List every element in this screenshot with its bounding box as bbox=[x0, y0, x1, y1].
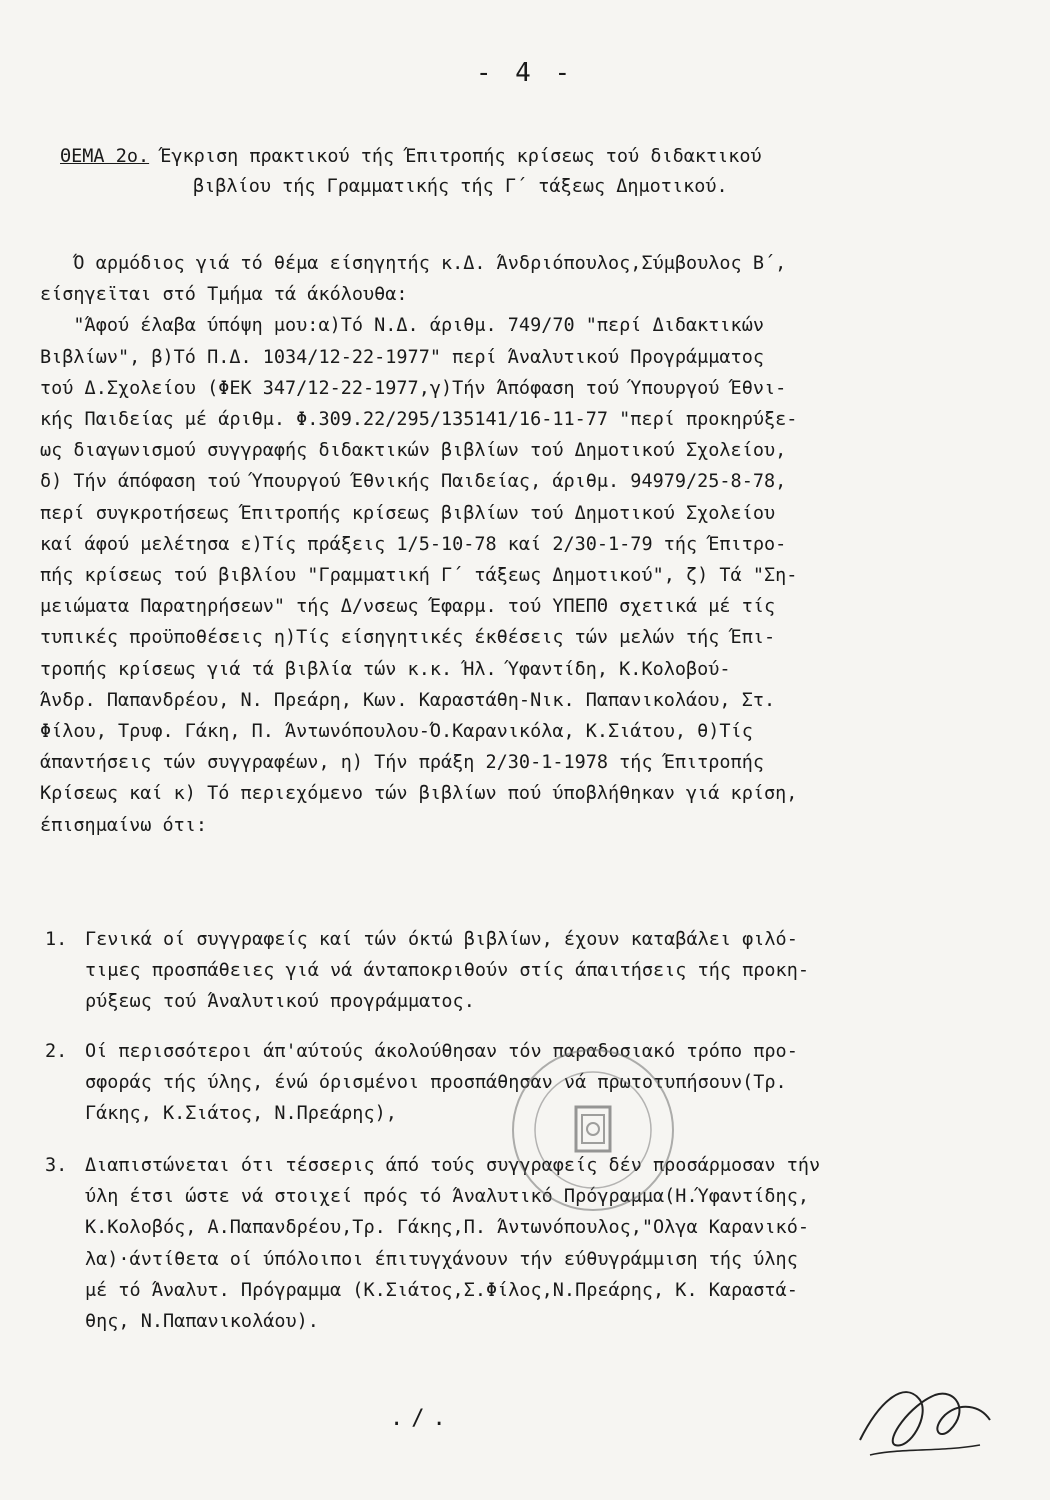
list-line: Οί περισσότεροι άπ'αύτούς άκολούθησαν τόν παραδοσιακό τρόπο προ- bbox=[85, 1041, 798, 1062]
body-line: "Άφού έλαβα ύπόψη μου:α)Τό Ν.Δ. άριθμ. 749/70 "περί Διδακτικών bbox=[40, 315, 764, 337]
body-line: καί άφού μελέτησα ε)Τίς πράξεις 1/5-10-78 καί 2/30-1-79 τής Έπιτρο- bbox=[40, 533, 787, 555]
body-line: δ) Τήν άπόφαση τού Ύπουργού Έθνικής Παιδείας, άριθμ. 94979/25-8-78, bbox=[40, 471, 787, 493]
body-line: τυπικές προϋποθέσεις η)Τίς είσηγητικές έκθέσεις τών μελών τής Έπι- bbox=[40, 627, 776, 649]
list-number: 1. bbox=[45, 929, 68, 950]
list-line: Κ.Κολοβός, Α.Παπανδρέου,Τρ. Γάκης,Π. Άντωνόπουλος,"Ολγα Καρανικό- bbox=[85, 1217, 809, 1239]
closing-mark: ./. bbox=[390, 1406, 454, 1431]
body-line: ως διαγωνισμού συγγραφής διδακτικών βιβλίων τού Δημοτικού Σχολείου, bbox=[40, 440, 787, 462]
list-line: Γενικά οί συγγραφείς καί τών όκτώ βιβλίων, έχουν καταβάλει φιλό- bbox=[85, 929, 798, 950]
body-line: πής κρίσεως τού βιβλίου "Γραμματική Γ΄ τάξεως Δημοτικού", ζ) Τά "Ση- bbox=[40, 565, 798, 587]
body-line: κής Παιδείας μέ άριθμ. Φ.309.22/295/135141/16-11-77 "περί προκηρύξε- bbox=[40, 409, 798, 431]
subject-title-line-1: Έγκριση πρακτικού τής Έπιτροπής κρίσεως τού διδακτικού bbox=[160, 146, 762, 167]
list-line: λα)·άντίθετα οί ύπόλοιποι έπιτυγχάνουν τήν εύθυγράμμιση τής ύλης bbox=[85, 1248, 798, 1270]
body-paragraph bbox=[40, 248, 1030, 841]
list-item-1 bbox=[45, 924, 1030, 1018]
subject-heading bbox=[60, 142, 1020, 202]
list-number: 2. bbox=[45, 1041, 68, 1062]
list-line: σφοράς τής ύλης, ένώ όρισμένοι προσπάθησαν νά πρωτοτυπήσουν(Τρ. bbox=[85, 1072, 787, 1094]
body-line: τροπής κρίσεως γιά τά βιβλία τών κ.κ. Ήλ. Ύφαντίδη, Κ.Κολοβού- bbox=[40, 658, 731, 680]
body-line: άπαντήσεις τών συγγραφέων, η) Τήν πράξη 2/30-1-1978 τής Έπιτροπής bbox=[40, 752, 764, 774]
page-number: - 4 - bbox=[475, 58, 575, 88]
body-line: περί συγκροτήσεως Έπιτροπής κρίσεως βιβλίων τού Δημοτικού Σχολείου bbox=[40, 502, 776, 524]
official-seal-stamp bbox=[508, 1045, 678, 1215]
handwritten-signature bbox=[850, 1360, 1000, 1470]
list-line: μέ τό Άναλυτ. Πρόγραμμα (Κ.Σιάτος,Σ.Φίλος,Ν.Πρεάρης, Κ. Καραστά- bbox=[85, 1279, 798, 1301]
list-line: ρύξεως τού Άναλυτικού προγράμματος. bbox=[85, 991, 475, 1013]
list-line: τιμες προσπάθειες γιά νά άνταποκριθούν στίς άπαιτήσεις τής προκη- bbox=[85, 960, 809, 982]
body-line: Άνδρ. Παπανδρέου, Ν. Πρεάρη, Κων. Καραστάθη-Νικ. Παπανικολάου, Στ. bbox=[40, 689, 776, 711]
list-line: Διαπιστώνεται ότι τέσσερις άπό τούς συγγραφείς δέν προσάρμοσαν τήν bbox=[85, 1155, 821, 1176]
body-line: Βιβλίων", β)Τό Π.Δ. 1034/12-22-1977" περί Άναλυτικού Προγράμματος bbox=[40, 346, 764, 368]
subject-label: ΘΕΜΑ 2ο. bbox=[60, 146, 150, 167]
body-line: Κρίσεως καί κ) Τό περιεχόμενο τών βιβλίων πού ύποβλήθηκαν γιά κρίση, bbox=[40, 783, 798, 805]
body-line: μειώματα Παρατηρήσεων" τής Δ/νσεως Έφαρμ. τού ΥΠΕΠΘ σχετικά μέ τίς bbox=[40, 596, 776, 618]
body-line: είσηγεϊται στό Τμήμα τά άκόλουθα: bbox=[40, 284, 408, 306]
body-line: Ό αρμόδιος γιά τό θέμα είσηγητής κ.Δ. Άνδριόπουλος,Σύμβουλος Β΄, bbox=[40, 253, 787, 274]
subject-title-line-2: βιβλίου τής Γραμματικής τής Γ΄ τάξεως Δημοτικού. bbox=[193, 176, 728, 197]
list-line: ύλη έτσι ώστε νά στοιχεί πρός τό Άναλυτικό Πρόγραμμα(Η.Ύφαντίδης, bbox=[85, 1186, 809, 1208]
body-line: Φίλου, Τρυφ. Γάκη, Π. Άντωνόπουλου-Ό.Καρανικόλα, Κ.Σιάτου, θ)Τίς bbox=[40, 721, 753, 743]
list-number: 3. bbox=[45, 1155, 68, 1176]
body-line: έπισημαίνω ότι: bbox=[40, 814, 208, 836]
list-line: θης, Ν.Παπανικολάου). bbox=[85, 1311, 319, 1333]
body-line: τού Δ.Σχολείου (ΦΕΚ 347/12-22-1977,γ)Τήν Άπόφαση τού Ύπουργού Έθνι- bbox=[40, 377, 787, 399]
list-line: Γάκης, Κ.Σιάτος, Ν.Πρεάρης), bbox=[85, 1103, 397, 1125]
